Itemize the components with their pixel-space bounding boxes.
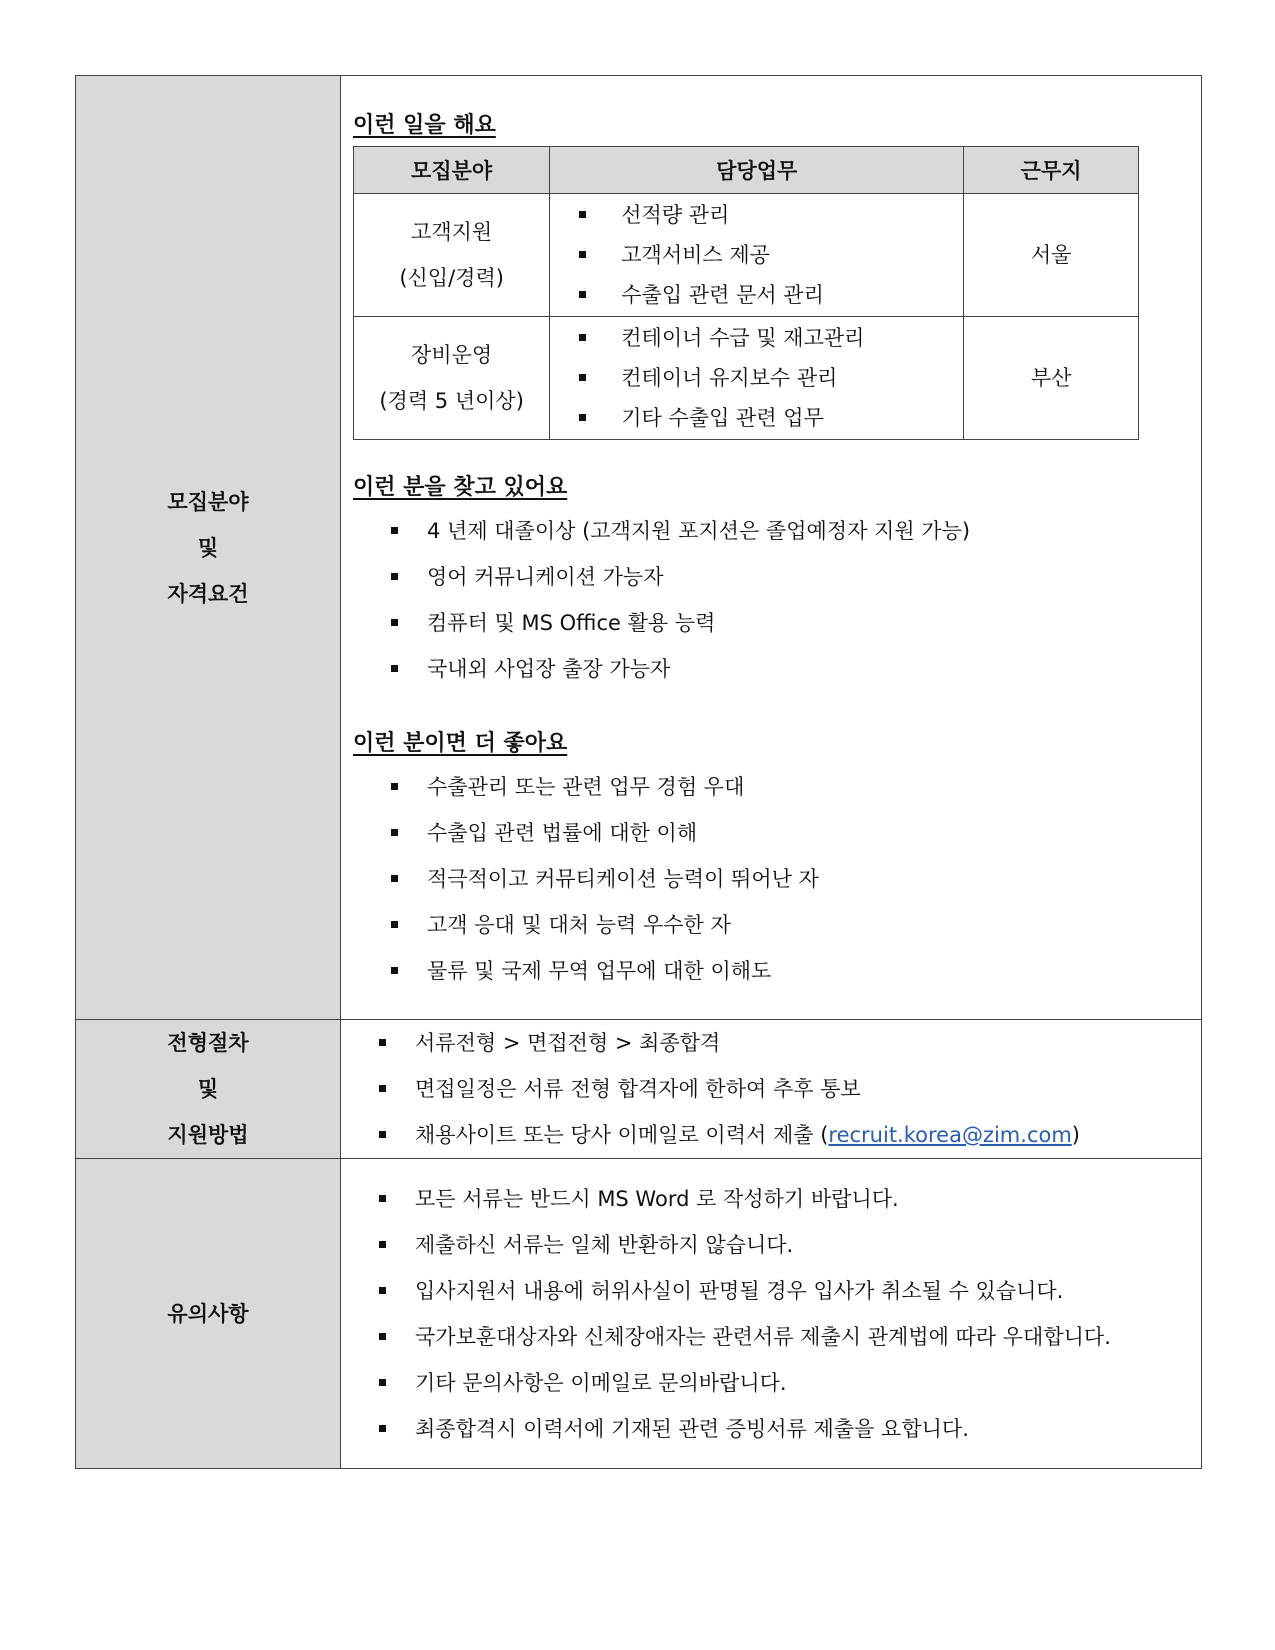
table-row: [354, 317, 1139, 440]
process-label-line: 및: [197, 1077, 219, 1101]
job-field-type: (경력 5 년이상): [379, 389, 524, 413]
list-item: 수출입 관련 문서 관리: [579, 275, 962, 315]
job-field-name: 고객지원: [411, 220, 493, 244]
job-location-cell: 부산: [964, 317, 1139, 440]
notes-list: [341, 1176, 1201, 1452]
job-table-header: [354, 147, 1139, 194]
list-item: 모든 서류는 반드시 MS Word 로 작성하기 바랍니다.: [379, 1176, 1193, 1222]
list-item: 서류전형 > 면접전형 > 최종합격: [379, 1020, 1201, 1066]
job-location-cell: 서울: [964, 194, 1139, 317]
job-table-header-duties: 담당업무: [550, 147, 964, 194]
notes-row: [76, 1159, 1202, 1469]
list-item: 고객서비스 제공: [579, 235, 962, 275]
list-item: 수출관리 또는 관련 업무 경험 우대: [391, 764, 1189, 810]
list-item: 영어 커뮤니케이션 가능자: [391, 554, 1189, 600]
list-item: 면접일정은 서류 전형 합격자에 한하여 추후 통보: [379, 1066, 1201, 1112]
process-row: [76, 1020, 1202, 1159]
list-item: 입사지원서 내용에 허위사실이 판명될 경우 입사가 취소될 수 있습니다.: [379, 1268, 1193, 1314]
preferred-list: [353, 764, 1189, 994]
process-list: [341, 1020, 1201, 1158]
list-item: 컨테이너 유지보수 관리: [579, 358, 962, 398]
list-item: 수출입 관련 법률에 대한 이해: [391, 810, 1189, 856]
table-row: [354, 194, 1139, 317]
email-link[interactable]: recruit.korea@zim.com: [828, 1123, 1072, 1147]
process-label-line: 지원방법: [167, 1123, 249, 1147]
list-item: 기타 수출입 관련 업무: [579, 398, 962, 438]
recruitment-row: [76, 76, 1202, 1020]
job-table: [353, 146, 1139, 440]
email-item-prefix: 채용사이트 또는 당사 이메일로 이력서 제출 (: [415, 1123, 829, 1147]
list-item: 컨테이너 수급 및 재고관리: [579, 318, 962, 358]
list-item: 기타 문의사항은 이메일로 문의바랍니다.: [379, 1360, 1193, 1406]
recruitment-label-line: 및: [197, 535, 219, 560]
email-item-suffix: ): [1071, 1123, 1080, 1147]
job-field-cell: [354, 317, 550, 440]
process-label-line: 전형절차: [167, 1031, 249, 1055]
recruitment-info-table: [75, 75, 1202, 1469]
list-item: 컴퓨터 및 MS Office 활용 능력: [391, 600, 1189, 646]
notes-label: 유의사항: [76, 1159, 341, 1469]
looking-for-title: 이런 분을 찾고 있어요: [353, 475, 568, 500]
recruitment-label-line: 모집분야: [167, 489, 249, 514]
list-item: 최종합격시 이력서에 기재된 관련 증빙서류 제출을 요합니다.: [379, 1406, 1193, 1452]
job-duties-cell: [550, 317, 964, 440]
job-field-name: 장비운영: [411, 343, 493, 367]
looking-for-list: [353, 508, 1189, 692]
duties-list: [551, 195, 962, 315]
duties-list: [551, 318, 962, 438]
list-item: 고객 응대 및 대처 능력 우수한 자: [391, 902, 1189, 948]
list-item: 제출하신 서류는 일체 반환하지 않습니다.: [379, 1222, 1193, 1268]
recruitment-label: [76, 76, 341, 1020]
job-table-header-location: 근무지: [964, 147, 1139, 194]
process-content: [341, 1020, 1202, 1159]
what-we-do-title: 이런 일을 해요: [353, 113, 496, 138]
job-field-cell: [354, 194, 550, 317]
list-item: [379, 1112, 1201, 1158]
preferred-title: 이런 분이면 더 좋아요: [353, 731, 568, 756]
list-item: 국내외 사업장 출장 가능자: [391, 646, 1189, 692]
list-item: 4 년제 대졸이상 (고객지원 포지션은 졸업예정자 지원 가능): [391, 508, 1189, 554]
job-field-type: (신입/경력): [399, 266, 504, 290]
list-item: 선적량 관리: [579, 195, 962, 235]
job-duties-cell: [550, 194, 964, 317]
list-item: 적극적이고 커뮤티케이션 능력이 뛰어난 자: [391, 856, 1189, 902]
list-item: 물류 및 국제 무역 업무에 대한 이해도: [391, 948, 1189, 994]
recruitment-label-line: 자격요건: [167, 581, 249, 606]
job-table-header-field: 모집분야: [354, 147, 550, 194]
list-item: 국가보훈대상자와 신체장애자는 관련서류 제출시 관계법에 따라 우대합니다.: [379, 1314, 1193, 1360]
recruitment-content: [341, 76, 1202, 1020]
notes-content: [341, 1159, 1202, 1469]
process-label: [76, 1020, 341, 1159]
